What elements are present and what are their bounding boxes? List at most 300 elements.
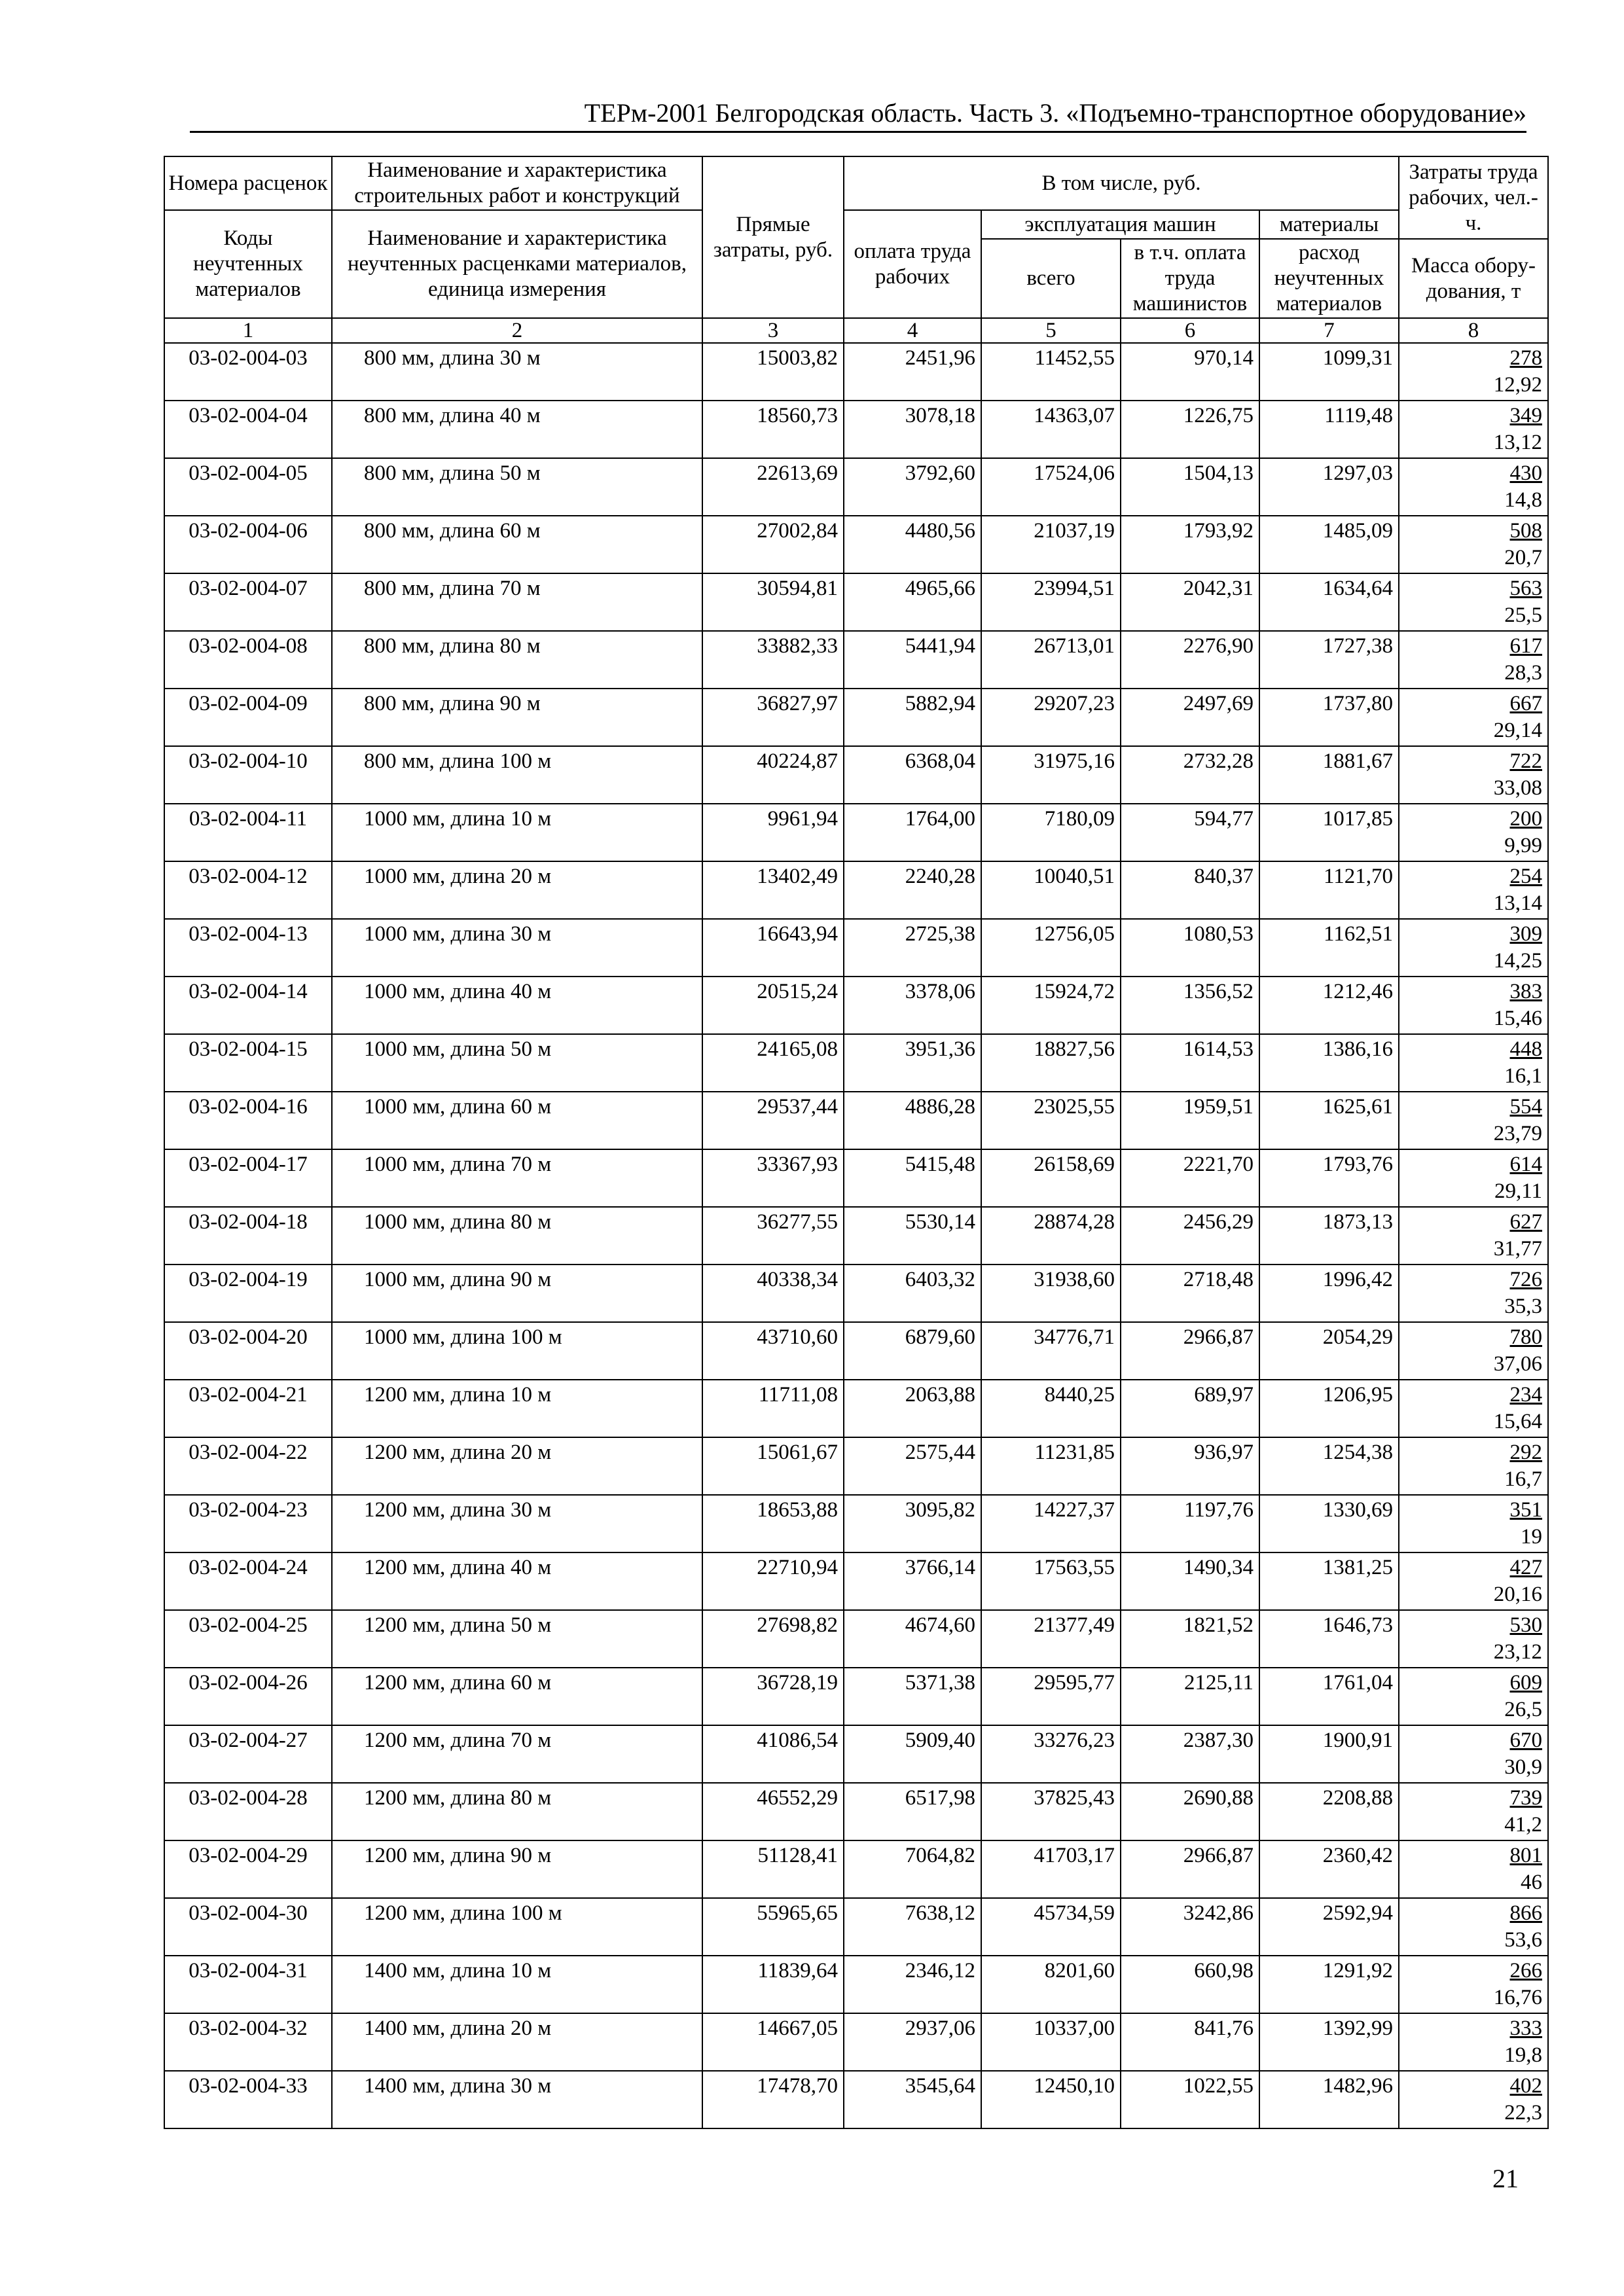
equipment-mass-value: 16,7 — [1504, 1467, 1543, 1491]
machinist-pay-value: 970,14 — [1121, 343, 1259, 401]
work-description: 1000 мм, длина 90 м — [332, 1265, 702, 1322]
rate-code: 03-02-004-14 — [164, 977, 332, 1034]
table-row — [164, 1034, 1548, 1092]
table-row — [164, 804, 1548, 861]
labor-hours-value: 614 — [1509, 1153, 1543, 1176]
machines-total-value: 33276,23 — [981, 1725, 1121, 1783]
machinist-pay-value: 2042,31 — [1121, 573, 1259, 631]
labor-pay-value: 5909,40 — [844, 1725, 981, 1783]
labor-hours-and-mass — [1399, 861, 1548, 919]
labor-hours-and-mass — [1399, 1380, 1548, 1437]
labor-hours-and-mass — [1399, 1610, 1548, 1668]
machines-total-value: 45734,59 — [981, 1898, 1121, 1956]
table-row — [164, 1668, 1548, 1725]
materials-value: 1212,46 — [1259, 977, 1399, 1034]
direct-costs-value: 18560,73 — [702, 401, 844, 458]
equipment-mass-value: 23,12 — [1493, 1640, 1543, 1664]
rate-code: 03-02-004-31 — [164, 1956, 332, 2013]
labor-hours-and-mass — [1399, 2071, 1548, 2128]
direct-costs-value: 18653,88 — [702, 1495, 844, 1552]
labor-pay-value: 3951,36 — [844, 1034, 981, 1092]
labor-pay-value: 3545,64 — [844, 2071, 981, 2128]
page-header: ТЕРм-2001 Белгородская область. Часть 3. «Подъемно-транспортное оборудование» — [584, 98, 1526, 128]
materials-value: 1996,42 — [1259, 1265, 1399, 1322]
direct-costs-value: 36827,97 — [702, 689, 844, 746]
machines-total-value: 23025,55 — [981, 1092, 1121, 1149]
labor-pay-value: 5882,94 — [844, 689, 981, 746]
work-description: 1000 мм, длина 80 м — [332, 1207, 702, 1265]
labor-pay-value: 6368,04 — [844, 746, 981, 804]
table-row — [164, 401, 1548, 458]
direct-costs-value: 51128,41 — [702, 1840, 844, 1898]
labor-pay-value: 4965,66 — [844, 573, 981, 631]
labor-pay-value: 2725,38 — [844, 919, 981, 977]
rate-code: 03-02-004-11 — [164, 804, 332, 861]
labor-hours-value: 722 — [1509, 749, 1543, 773]
labor-pay-value: 4480,56 — [844, 516, 981, 573]
labor-hours-and-mass — [1399, 401, 1548, 458]
table-row — [164, 919, 1548, 977]
work-description: 800 мм, длина 90 м — [332, 689, 702, 746]
equipment-mass-value: 13,12 — [1493, 431, 1543, 454]
labor-hours-and-mass — [1399, 516, 1548, 573]
head-including-group: В том числе, руб. — [844, 156, 1399, 210]
materials-value: 1881,67 — [1259, 746, 1399, 804]
table-row — [164, 689, 1548, 746]
table-row — [164, 1840, 1548, 1898]
labor-hours-value: 667 — [1509, 692, 1543, 715]
direct-costs-value: 29537,44 — [702, 1092, 844, 1149]
labor-hours-value: 780 — [1509, 1325, 1543, 1349]
labor-hours-value: 866 — [1509, 1901, 1543, 1925]
work-description: 1000 мм, длина 20 м — [332, 861, 702, 919]
labor-pay-value: 3792,60 — [844, 458, 981, 516]
materials-value: 1727,38 — [1259, 631, 1399, 689]
materials-value: 1119,48 — [1259, 401, 1399, 458]
labor-pay-value: 2451,96 — [844, 343, 981, 401]
equipment-mass-value: 15,46 — [1493, 1007, 1543, 1030]
direct-costs-value: 36728,19 — [702, 1668, 844, 1725]
equipment-mass-value: 53,6 — [1504, 1928, 1543, 1952]
head-machines: эксплуатация машин — [981, 210, 1259, 239]
machines-total-value: 26713,01 — [981, 631, 1121, 689]
labor-pay-value: 5530,14 — [844, 1207, 981, 1265]
equipment-mass-value: 26,5 — [1504, 1698, 1543, 1721]
materials-value: 2360,42 — [1259, 1840, 1399, 1898]
column-number: 6 — [1121, 318, 1259, 343]
direct-costs-value: 40224,87 — [702, 746, 844, 804]
labor-hours-value: 427 — [1509, 1556, 1543, 1579]
direct-costs-value: 33367,93 — [702, 1149, 844, 1207]
labor-hours-and-mass — [1399, 746, 1548, 804]
rate-code: 03-02-004-27 — [164, 1725, 332, 1783]
rate-code: 03-02-004-09 — [164, 689, 332, 746]
table-row — [164, 1149, 1548, 1207]
column-numbers-row — [164, 318, 1548, 343]
labor-pay-value: 3078,18 — [844, 401, 981, 458]
rate-code: 03-02-004-24 — [164, 1552, 332, 1610]
rate-code: 03-02-004-20 — [164, 1322, 332, 1380]
direct-costs-value: 27002,84 — [702, 516, 844, 573]
column-number: 5 — [981, 318, 1121, 343]
work-description: 1200 мм, длина 80 м — [332, 1783, 702, 1840]
labor-hours-value: 234 — [1509, 1383, 1543, 1407]
direct-costs-value: 22710,94 — [702, 1552, 844, 1610]
machines-total-value: 8201,60 — [981, 1956, 1121, 2013]
table-row — [164, 343, 1548, 401]
labor-hours-and-mass — [1399, 1783, 1548, 1840]
head-labor-pay: оплата труда рабочих — [844, 210, 981, 318]
rate-code: 03-02-004-10 — [164, 746, 332, 804]
machinist-pay-value: 660,98 — [1121, 1956, 1259, 2013]
machines-total-value: 17524,06 — [981, 458, 1121, 516]
direct-costs-value: 46552,29 — [702, 1783, 844, 1840]
materials-value: 1873,13 — [1259, 1207, 1399, 1265]
work-description: 1200 мм, длина 30 м — [332, 1495, 702, 1552]
machines-total-value: 28874,28 — [981, 1207, 1121, 1265]
direct-costs-value: 40338,34 — [702, 1265, 844, 1322]
labor-hours-and-mass — [1399, 1437, 1548, 1495]
materials-value: 1900,91 — [1259, 1725, 1399, 1783]
rate-code: 03-02-004-21 — [164, 1380, 332, 1437]
table-row — [164, 1610, 1548, 1668]
labor-pay-value: 6403,32 — [844, 1265, 981, 1322]
column-number: 4 — [844, 318, 981, 343]
machinist-pay-value: 1821,52 — [1121, 1610, 1259, 1668]
materials-value: 1330,69 — [1259, 1495, 1399, 1552]
equipment-mass-value: 20,16 — [1493, 1583, 1543, 1606]
column-number: 2 — [332, 318, 702, 343]
machines-total-value: 11231,85 — [981, 1437, 1121, 1495]
materials-value: 1625,61 — [1259, 1092, 1399, 1149]
work-description: 1200 мм, длина 40 м — [332, 1552, 702, 1610]
direct-costs-value: 16643,94 — [702, 919, 844, 977]
materials-value: 1099,31 — [1259, 343, 1399, 401]
machines-total-value: 12756,05 — [981, 919, 1121, 977]
machinist-pay-value: 840,37 — [1121, 861, 1259, 919]
labor-pay-value: 4886,28 — [844, 1092, 981, 1149]
equipment-mass-value: 9,99 — [1504, 834, 1543, 857]
table-row — [164, 2071, 1548, 2128]
labor-pay-value: 7638,12 — [844, 1898, 981, 1956]
machines-total-value: 10040,51 — [981, 861, 1121, 919]
labor-hours-value: 278 — [1509, 346, 1543, 370]
rate-code: 03-02-004-08 — [164, 631, 332, 689]
labor-hours-value: 200 — [1509, 807, 1543, 831]
labor-pay-value: 4674,60 — [844, 1610, 981, 1668]
labor-pay-value: 3095,82 — [844, 1495, 981, 1552]
labor-hours-value: 617 — [1509, 634, 1543, 658]
labor-hours-value: 292 — [1509, 1441, 1543, 1464]
machines-total-value: 31938,60 — [981, 1265, 1121, 1322]
machinist-pay-value: 2966,87 — [1121, 1840, 1259, 1898]
machines-total-value: 23994,51 — [981, 573, 1121, 631]
labor-hours-and-mass — [1399, 2013, 1548, 2071]
direct-costs-value: 9961,94 — [702, 804, 844, 861]
work-description: 1000 мм, длина 100 м — [332, 1322, 702, 1380]
labor-pay-value: 5441,94 — [844, 631, 981, 689]
equipment-mass-value: 23,79 — [1493, 1122, 1543, 1145]
materials-value: 1254,38 — [1259, 1437, 1399, 1495]
machines-total-value: 14227,37 — [981, 1495, 1121, 1552]
equipment-mass-value: 14,8 — [1504, 488, 1543, 512]
labor-pay-value: 2575,44 — [844, 1437, 981, 1495]
labor-hours-value: 448 — [1509, 1037, 1543, 1061]
rate-code: 03-02-004-28 — [164, 1783, 332, 1840]
table-row — [164, 1380, 1548, 1437]
rate-code: 03-02-004-15 — [164, 1034, 332, 1092]
machines-total-value: 29207,23 — [981, 689, 1121, 746]
labor-hours-and-mass — [1399, 573, 1548, 631]
direct-costs-value: 14667,05 — [702, 2013, 844, 2071]
labor-hours-value: 739 — [1509, 1786, 1543, 1810]
direct-costs-value: 15003,82 — [702, 343, 844, 401]
labor-pay-value: 2346,12 — [844, 1956, 981, 2013]
materials-value: 1017,85 — [1259, 804, 1399, 861]
table-row — [164, 458, 1548, 516]
direct-costs-value: 24165,08 — [702, 1034, 844, 1092]
labor-hours-value: 627 — [1509, 1210, 1543, 1234]
work-description: 1000 мм, длина 10 м — [332, 804, 702, 861]
rate-code: 03-02-004-06 — [164, 516, 332, 573]
head-labor-hours: Затраты труда рабочих, чел.-ч. — [1399, 156, 1548, 239]
direct-costs-value: 41086,54 — [702, 1725, 844, 1783]
rates-table — [164, 156, 1549, 2129]
labor-hours-value: 801 — [1509, 1844, 1543, 1867]
table-row — [164, 631, 1548, 689]
labor-pay-value: 2937,06 — [844, 2013, 981, 2071]
work-description: 1200 мм, длина 20 м — [332, 1437, 702, 1495]
head-machines-total: всего — [981, 239, 1121, 318]
equipment-mass-value: 33,08 — [1493, 776, 1543, 800]
page-number: 21 — [1492, 2164, 1519, 2193]
rate-code: 03-02-004-12 — [164, 861, 332, 919]
rate-code: 03-02-004-33 — [164, 2071, 332, 2128]
machines-total-value: 18827,56 — [981, 1034, 1121, 1092]
machinist-pay-value: 2732,28 — [1121, 746, 1259, 804]
machines-total-value: 34776,71 — [981, 1322, 1121, 1380]
direct-costs-value: 43710,60 — [702, 1322, 844, 1380]
table-row — [164, 1725, 1548, 1783]
labor-hours-value: 402 — [1509, 2074, 1543, 2098]
materials-value: 2208,88 — [1259, 1783, 1399, 1840]
equipment-mass-value: 41,2 — [1504, 1813, 1543, 1837]
labor-hours-and-mass — [1399, 804, 1548, 861]
labor-hours-and-mass — [1399, 1092, 1548, 1149]
equipment-mass-value: 15,64 — [1493, 1410, 1543, 1433]
equipment-mass-value: 25,5 — [1504, 603, 1543, 627]
equipment-mass-value: 19 — [1521, 1525, 1543, 1549]
machines-total-value: 8440,25 — [981, 1380, 1121, 1437]
work-description: 1400 мм, длина 30 м — [332, 2071, 702, 2128]
equipment-mass-value: 12,92 — [1493, 373, 1543, 397]
machines-total-value: 15924,72 — [981, 977, 1121, 1034]
head-machinist-pay: в т.ч. оплата труда машинистов — [1121, 239, 1259, 318]
machinist-pay-value: 594,77 — [1121, 804, 1259, 861]
labor-pay-value: 3766,14 — [844, 1552, 981, 1610]
table-row — [164, 1898, 1548, 1956]
materials-value: 1737,80 — [1259, 689, 1399, 746]
labor-pay-value: 6879,60 — [844, 1322, 981, 1380]
table-row — [164, 573, 1548, 631]
rate-code: 03-02-004-26 — [164, 1668, 332, 1725]
labor-hours-and-mass — [1399, 1552, 1548, 1610]
work-description: 800 мм, длина 30 м — [332, 343, 702, 401]
labor-pay-value: 3378,06 — [844, 977, 981, 1034]
work-description: 1000 мм, длина 60 м — [332, 1092, 702, 1149]
machinist-pay-value: 2497,69 — [1121, 689, 1259, 746]
labor-hours-and-mass — [1399, 1725, 1548, 1783]
equipment-mass-value: 29,14 — [1493, 719, 1543, 742]
machinist-pay-value: 1793,92 — [1121, 516, 1259, 573]
machines-total-value: 41703,17 — [981, 1840, 1121, 1898]
column-number: 7 — [1259, 318, 1399, 343]
work-description: 800 мм, длина 80 м — [332, 631, 702, 689]
head-material-consumption: расход неучтенных материалов — [1259, 239, 1399, 318]
equipment-mass-value: 35,3 — [1504, 1295, 1543, 1318]
labor-hours-value: 554 — [1509, 1095, 1543, 1119]
rate-code: 03-02-004-32 — [164, 2013, 332, 2071]
equipment-mass-value: 46 — [1521, 1871, 1543, 1894]
work-description: 1200 мм, длина 70 м — [332, 1725, 702, 1783]
labor-hours-value: 430 — [1509, 461, 1543, 485]
equipment-mass-value: 19,8 — [1504, 2043, 1543, 2067]
table-row — [164, 1092, 1548, 1149]
labor-hours-and-mass — [1399, 1956, 1548, 2013]
machines-total-value: 14363,07 — [981, 401, 1121, 458]
materials-value: 1485,09 — [1259, 516, 1399, 573]
machinist-pay-value: 2456,29 — [1121, 1207, 1259, 1265]
table-row — [164, 977, 1548, 1034]
machines-total-value: 17563,55 — [981, 1552, 1121, 1610]
labor-hours-value: 563 — [1509, 577, 1543, 600]
direct-costs-value: 22613,69 — [702, 458, 844, 516]
materials-value: 1291,92 — [1259, 1956, 1399, 2013]
work-description: 1200 мм, длина 100 м — [332, 1898, 702, 1956]
labor-pay-value: 5371,38 — [844, 1668, 981, 1725]
machinist-pay-value: 1490,34 — [1121, 1552, 1259, 1610]
machinist-pay-value: 1614,53 — [1121, 1034, 1259, 1092]
machines-total-value: 31975,16 — [981, 746, 1121, 804]
work-description: 800 мм, длина 50 м — [332, 458, 702, 516]
work-description: 800 мм, длина 40 м — [332, 401, 702, 458]
table-row — [164, 861, 1548, 919]
rate-code: 03-02-004-22 — [164, 1437, 332, 1495]
head-rate-numbers: Номера расценок — [164, 156, 332, 210]
table-row — [164, 2013, 1548, 2071]
materials-value: 1761,04 — [1259, 1668, 1399, 1725]
work-description: 1200 мм, длина 60 м — [332, 1668, 702, 1725]
direct-costs-value: 30594,81 — [702, 573, 844, 631]
labor-hours-and-mass — [1399, 631, 1548, 689]
rate-code: 03-02-004-18 — [164, 1207, 332, 1265]
work-description: 1000 мм, длина 70 м — [332, 1149, 702, 1207]
machinist-pay-value: 2125,11 — [1121, 1668, 1259, 1725]
head-materials: материалы — [1259, 210, 1399, 239]
table-row — [164, 746, 1548, 804]
labor-hours-and-mass — [1399, 1668, 1548, 1725]
labor-hours-and-mass — [1399, 1840, 1548, 1898]
materials-value: 1121,70 — [1259, 861, 1399, 919]
materials-value: 1793,76 — [1259, 1149, 1399, 1207]
machinist-pay-value: 2718,48 — [1121, 1265, 1259, 1322]
machinist-pay-value: 1022,55 — [1121, 2071, 1259, 2128]
labor-hours-value: 254 — [1509, 865, 1543, 888]
direct-costs-value: 33882,33 — [702, 631, 844, 689]
materials-value: 1634,64 — [1259, 573, 1399, 631]
table-row — [164, 1552, 1548, 1610]
labor-hours-value: 530 — [1509, 1613, 1543, 1637]
labor-hours-and-mass — [1399, 1265, 1548, 1322]
equipment-mass-value: 30,9 — [1504, 1755, 1543, 1779]
materials-value: 1386,16 — [1259, 1034, 1399, 1092]
column-number: 3 — [702, 318, 844, 343]
table-row — [164, 1495, 1548, 1552]
materials-value: 2054,29 — [1259, 1322, 1399, 1380]
machines-total-value: 7180,09 — [981, 804, 1121, 861]
labor-hours-and-mass — [1399, 689, 1548, 746]
direct-costs-value: 20515,24 — [702, 977, 844, 1034]
direct-costs-value: 36277,55 — [702, 1207, 844, 1265]
machinist-pay-value: 2221,70 — [1121, 1149, 1259, 1207]
labor-pay-value: 5415,48 — [844, 1149, 981, 1207]
machinist-pay-value: 3242,86 — [1121, 1898, 1259, 1956]
labor-hours-value: 726 — [1509, 1268, 1543, 1291]
machines-total-value: 11452,55 — [981, 343, 1121, 401]
materials-value: 2592,94 — [1259, 1898, 1399, 1956]
work-description: 800 мм, длина 100 м — [332, 746, 702, 804]
labor-hours-and-mass — [1399, 1322, 1548, 1380]
table-head — [164, 156, 1548, 343]
work-description: 1400 мм, длина 10 м — [332, 1956, 702, 2013]
rate-code: 03-02-004-16 — [164, 1092, 332, 1149]
equipment-mass-value: 37,06 — [1493, 1352, 1543, 1376]
machinist-pay-value: 841,76 — [1121, 2013, 1259, 2071]
rate-code: 03-02-004-30 — [164, 1898, 332, 1956]
table-body — [164, 343, 1548, 2128]
rate-code: 03-02-004-03 — [164, 343, 332, 401]
table-row — [164, 1207, 1548, 1265]
labor-hours-value: 333 — [1509, 2017, 1543, 2040]
equipment-mass-value: 29,11 — [1494, 1179, 1543, 1203]
column-number: 1 — [164, 318, 332, 343]
machinist-pay-value: 2690,88 — [1121, 1783, 1259, 1840]
machines-total-value: 10337,00 — [981, 2013, 1121, 2071]
equipment-mass-value: 28,3 — [1504, 661, 1543, 685]
table-row — [164, 1322, 1548, 1380]
machines-total-value: 12450,10 — [981, 2071, 1121, 2128]
head-work-name: Наименование и характеристика строительных работ и конструкций — [332, 156, 702, 210]
equipment-mass-value: 13,14 — [1493, 891, 1543, 915]
labor-hours-and-mass — [1399, 1034, 1548, 1092]
work-description: 800 мм, длина 70 м — [332, 573, 702, 631]
materials-value: 1482,96 — [1259, 2071, 1399, 2128]
direct-costs-value: 17478,70 — [702, 2071, 844, 2128]
rate-code: 03-02-004-19 — [164, 1265, 332, 1322]
labor-hours-and-mass — [1399, 1207, 1548, 1265]
labor-hours-value: 349 — [1509, 404, 1543, 427]
machines-total-value: 21037,19 — [981, 516, 1121, 573]
labor-pay-value: 2240,28 — [844, 861, 981, 919]
materials-value: 1381,25 — [1259, 1552, 1399, 1610]
rate-code: 03-02-004-25 — [164, 1610, 332, 1668]
work-description: 800 мм, длина 60 м — [332, 516, 702, 573]
machinist-pay-value: 936,97 — [1121, 1437, 1259, 1495]
work-description: 1000 мм, длина 30 м — [332, 919, 702, 977]
equipment-mass-value: 14,25 — [1493, 949, 1543, 973]
head-material-names: Наименование и характеристика неучтенных расценками материалов, единица измерения — [332, 210, 702, 318]
header-rule — [190, 131, 1526, 133]
